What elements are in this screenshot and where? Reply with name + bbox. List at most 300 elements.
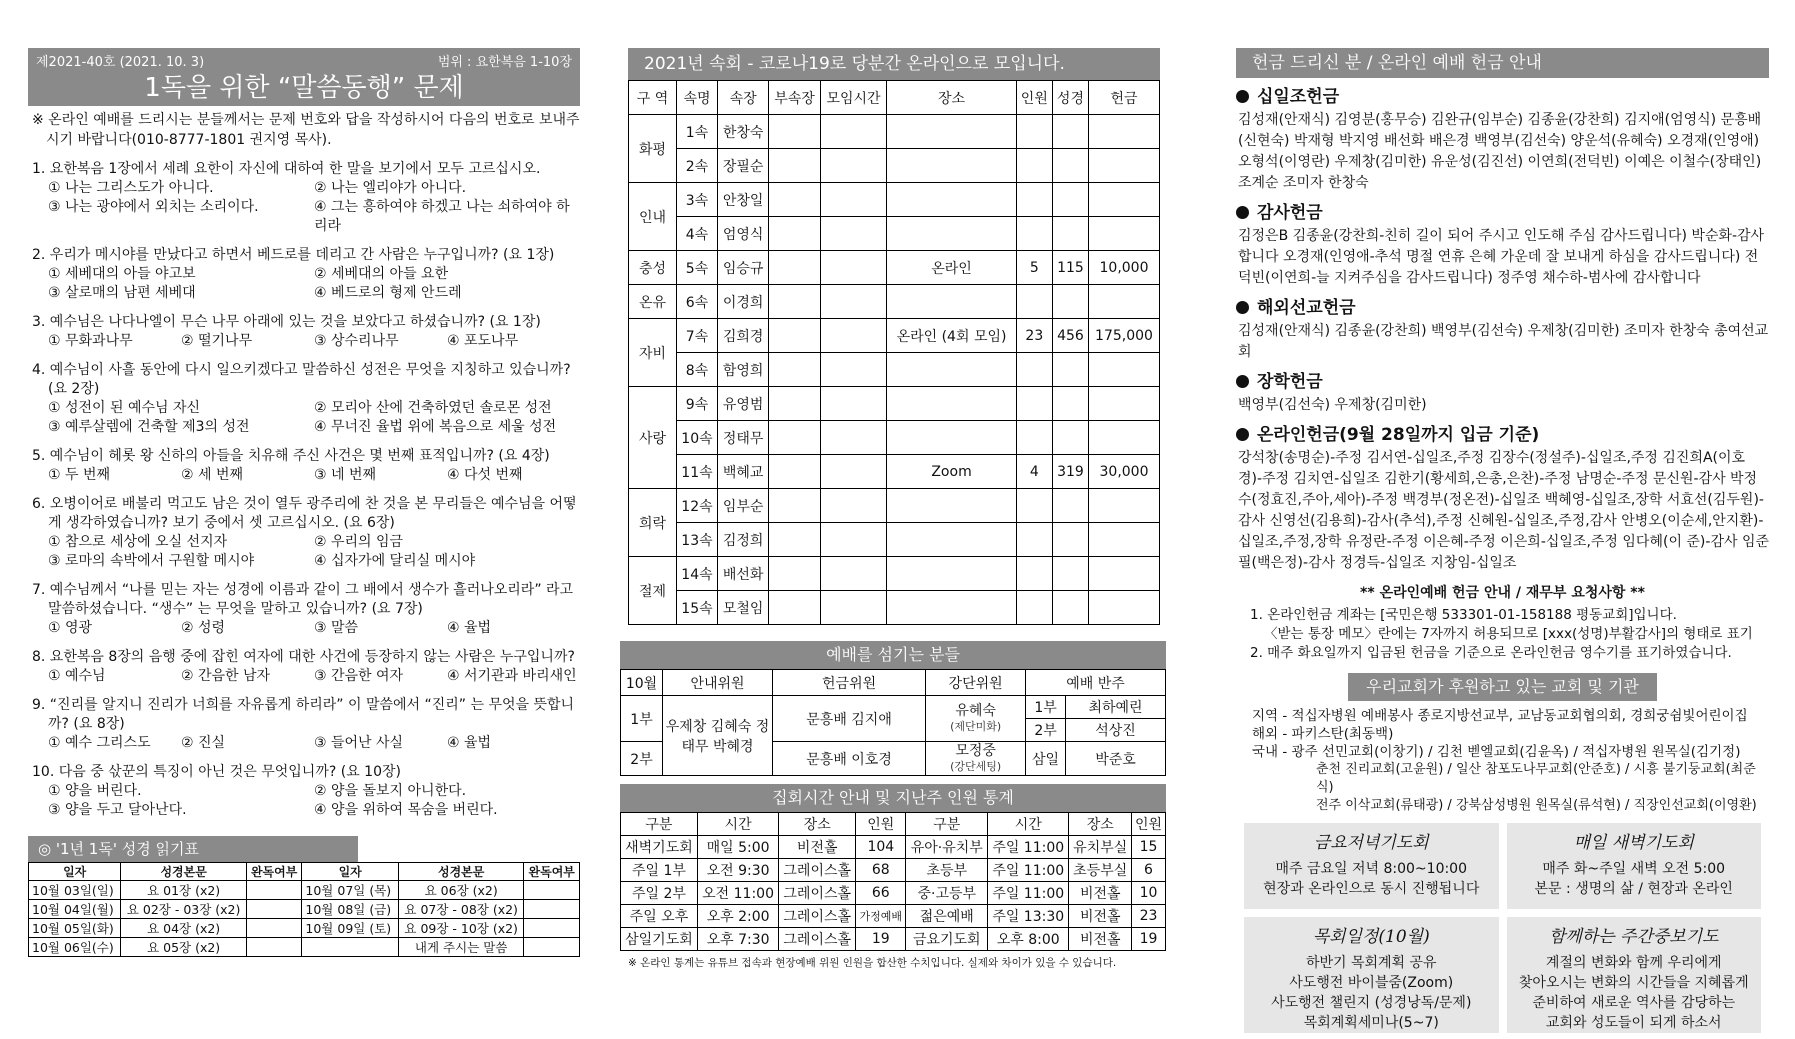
cell-value [769, 455, 820, 489]
offering-category-label: 장학헌금 [1257, 372, 1323, 392]
zone-name: 충성 [629, 251, 677, 285]
stats-cell: 23 [1132, 905, 1166, 928]
quiz-range: 범위 : 요한복음 1-10장 [437, 55, 572, 70]
info-box [1507, 823, 1762, 909]
cell-value [1052, 489, 1088, 523]
reading-row [29, 919, 580, 938]
cell-value [820, 319, 887, 353]
cell-value: 임부순 [717, 489, 768, 523]
cell-value [769, 115, 820, 149]
offering-category-label: 해외선교헌금 [1257, 298, 1356, 318]
info-box-title: 매일 새벽기도회 [1573, 833, 1694, 853]
servers-guide-header: 안내위원 [663, 670, 773, 696]
stats-cell: 초등부 [906, 859, 988, 882]
stats-cell: 주일 2부 [621, 882, 698, 905]
option: ④ 율법 [447, 735, 492, 751]
reading-header: 성경본문 [121, 863, 246, 881]
guide-line-1b: 〈받는 통장 메모〉란에는 7자까지 허용되므로 [xxx(성명)부활감사]의 형태로 표기 [1264, 626, 1753, 642]
zone-name: 인내 [629, 183, 677, 251]
cell-header: 속장 [717, 81, 768, 115]
stats-cell: 오후 8:00 [988, 928, 1069, 951]
reading-cell [246, 900, 302, 919]
servers-guide-names: 우제창 김혜숙 정태무 박혜경 [663, 696, 773, 776]
cell-value [887, 217, 1016, 251]
stats-cell: 오후 2:00 [697, 905, 778, 928]
stats-header: 시간 [988, 813, 1069, 836]
support-line: 전주 이삭교회(류태광) / 강북삼성병원 원목실(류석현) / 직장인선교회(이영환) [1316, 798, 1757, 813]
cell-value [820, 455, 887, 489]
reading-row [29, 881, 580, 900]
question-options [28, 332, 580, 351]
cell-header: 부속장 [769, 81, 820, 115]
question-options [28, 734, 580, 753]
cell-value: 13속 [677, 523, 718, 557]
cell-value [1052, 149, 1088, 183]
cell-row [629, 455, 1160, 489]
stats-cell: 중·고등부 [906, 882, 988, 905]
guide-title: ** 온라인예배 헌금 안내 / 재무부 요청사항 ** [1360, 585, 1645, 601]
option: ④ 무너진 율법 위에 복음으로 세울 성전 [314, 419, 557, 435]
reading-cell: 요 02장 - 03장 (x2) [121, 900, 246, 919]
cell-value [1052, 387, 1088, 421]
question-options [28, 466, 580, 485]
offering-category-label: 감사헌금 [1257, 203, 1323, 223]
offering-category-label: 온라인헌금(9월 28일까지 입금 기준) [1257, 425, 1540, 445]
reading-table [28, 862, 580, 957]
stats-header: 장소 [1069, 813, 1132, 836]
cell-value [769, 557, 820, 591]
cell-value [769, 591, 820, 625]
cell-value: 온라인 (4회 모임) [887, 319, 1016, 353]
servers-title: 예배를 섬기는 분들 [620, 641, 1166, 669]
cell-value: 유영범 [717, 387, 768, 421]
cell-value [820, 591, 887, 625]
reading-cell: 요 05장 (x2) [121, 938, 246, 957]
option: ④ 서기관과 바리새인 [447, 668, 577, 684]
choir-part1-name: 최하예린 [1066, 696, 1166, 719]
question [28, 696, 580, 753]
cell-header: 모임시간 [820, 81, 887, 115]
offering-category [1236, 200, 1769, 226]
option: ③ 간음한 여자 [314, 668, 404, 684]
option: ③ 나는 광야에서 외치는 소리이다. [48, 199, 259, 215]
cell-value [1052, 591, 1088, 625]
cell-value: 8속 [677, 353, 718, 387]
cell-value [887, 115, 1016, 149]
zone-name: 자비 [629, 319, 677, 387]
question-text: 6. 오병이어로 배불리 먹고도 남은 것이 열두 광주리에 찬 것을 본 무리들은 예수님을 어떻게 생각하였습니까? 보기 중에서 셋 고르십시오. (요 6장) [32, 496, 577, 531]
cell-value [887, 523, 1016, 557]
option: ③ 예루살렘에 건축할 제3의 성전 [48, 419, 250, 435]
cell-value [769, 183, 820, 217]
cell-row [629, 285, 1160, 319]
cell-value: 함영희 [717, 353, 768, 387]
question-text: 7. 예수님께서 “나를 믿는 자는 성경에 이름과 같이 그 배에서 생수가 흘러나오리라” 라고 말씀하셨습니다. “생수” 는 무엇을 말하고 있습니까? (요 7장) [32, 582, 574, 617]
cell-value: 6속 [677, 285, 718, 319]
cell-value [1016, 591, 1052, 625]
cell-value [1016, 421, 1052, 455]
option: ① 예수 그리스도 [48, 735, 151, 751]
option: ② 세베대의 아들 요한 [314, 266, 449, 282]
stats-cell: 비전홀 [779, 836, 856, 859]
cell-value: 2속 [677, 149, 718, 183]
question [28, 581, 580, 638]
stats-title: 집회시간 안내 및 지난주 인원 통계 [620, 784, 1166, 812]
cell-value [1089, 557, 1160, 591]
support-line: 국내 - 광주 선민교회(이창기) / 김천 벧엘교회(김윤옥) / 적십자병원 원목실(김기정) [1252, 744, 1741, 760]
question-text: 10. 다음 중 삯꾼의 특징이 아닌 것은 무엇입니까? (요 10장) [32, 764, 401, 780]
reading-header: 성경본문 [398, 863, 523, 881]
cell-value [820, 285, 887, 319]
cell-value: 김정희 [717, 523, 768, 557]
stats-cell: 금요기도회 [906, 928, 988, 951]
reading-cell: 요 01장 (x2) [121, 881, 246, 900]
option: ③ 양을 두고 달아난다. [48, 802, 187, 818]
info-box-title: 금요저녁기도회 [1313, 833, 1429, 853]
stats-cell: 66 [856, 882, 906, 905]
reading-cell: 10월 09일 (토) [302, 919, 399, 938]
cell-value [1052, 523, 1088, 557]
cell-value: 5속 [677, 251, 718, 285]
stats-header: 구분 [621, 813, 698, 836]
choir-part3-name: 박준호 [1066, 742, 1166, 776]
question-options [28, 667, 580, 686]
cell-value [1089, 285, 1160, 319]
cell-value [1016, 489, 1052, 523]
cell-value: 4 [1016, 455, 1052, 489]
question-text: 3. 예수님은 나다나엘이 무슨 나무 아래에 있는 것을 보았다고 하셨습니까? (요 1장) [32, 314, 541, 330]
choir-part2: 2부 [1026, 719, 1066, 742]
question [28, 313, 580, 351]
stats-cell: 젊은예배 [906, 905, 988, 928]
reading-cell: 요 07장 - 08장 (x2) [398, 900, 523, 919]
cell-value: 3속 [677, 183, 718, 217]
stats-cell: 삼일기도회 [621, 928, 698, 951]
cell-value: 한창숙 [717, 115, 768, 149]
info-box-line: 사도행전 챌린지 (성경낭독/문제) [1271, 995, 1472, 1011]
option: ② 우리의 임금 [314, 534, 404, 550]
reading-cell: 10월 06일(수) [29, 938, 121, 957]
stats-row [621, 905, 1166, 928]
option: ① 성전이 된 예수님 자신 [48, 400, 201, 416]
support-line: 춘천 진리교회(고윤원) / 일산 참포도나무교회(안준호) / 시흥 불기둥교회(최준식) [1316, 762, 1756, 795]
option: ③ 들어난 사실 [314, 735, 404, 751]
cell-value: 12속 [677, 489, 718, 523]
stats-row [621, 836, 1166, 859]
option: ③ 살로매의 남편 세베대 [48, 285, 196, 301]
option: ② 양을 돌보지 아니한다. [314, 783, 467, 799]
stats-cell: 19 [1132, 928, 1166, 951]
stats-cell: 68 [856, 859, 906, 882]
stats-cell: 그레이스홀 [779, 882, 856, 905]
reading-cell [524, 919, 580, 938]
info-box-line: 현장과 온라인으로 동시 진행됩니다 [1263, 881, 1480, 897]
stats-header: 인원 [856, 813, 906, 836]
option: ④ 양을 위하여 목숨을 버린다. [314, 802, 498, 818]
cell-row [629, 557, 1160, 591]
info-box [1507, 917, 1762, 1033]
option: ① 무화과나무 [48, 333, 133, 349]
servers-altar-header: 강단위원 [926, 670, 1026, 696]
cell-row [629, 387, 1160, 421]
zone-name: 온유 [629, 285, 677, 319]
cell-row [629, 319, 1160, 353]
stats-cell: 주일 13:30 [988, 905, 1069, 928]
info-box-line: 찾아오시는 변화의 시간들을 지혜롭게 [1518, 975, 1749, 991]
stats-cell: 15 [1132, 836, 1166, 859]
cell-value [887, 591, 1016, 625]
cell-value: 23 [1016, 319, 1052, 353]
reading-header: 완독여부 [524, 863, 580, 881]
cell-value: 엄영식 [717, 217, 768, 251]
option: ④ 십자가에 달리실 메시야 [314, 553, 476, 569]
cell-value: 9속 [677, 387, 718, 421]
option: ② 진실 [181, 735, 226, 751]
stats-cell: 주일 11:00 [988, 882, 1069, 905]
cell-value [769, 489, 820, 523]
question-options [28, 782, 580, 820]
cell-value: 14속 [677, 557, 718, 591]
cell-value: 온라인 [887, 251, 1016, 285]
info-box-line: 매주 금요일 저녁 8:00~10:00 [1275, 861, 1468, 877]
cell-value [769, 421, 820, 455]
stats-cell: 19 [856, 928, 906, 951]
cell-value [887, 387, 1016, 421]
cell-header: 헌금 [1089, 81, 1160, 115]
stats-row [621, 859, 1166, 882]
stats-cell: 그레이스홀 [779, 905, 856, 928]
offering-column [1236, 48, 1769, 1033]
cell-header: 인원 [1016, 81, 1052, 115]
cell-value [769, 251, 820, 285]
stats-note: ※ 온라인 통계는 유튜브 접속과 현장예배 위원 인원을 합산한 수치입니다. 실제와 차이가 있을 수 있습니다. [628, 957, 1117, 969]
cell-value [1089, 387, 1160, 421]
option: ① 나는 그리스도가 아니다. [48, 180, 214, 196]
cell-value [887, 285, 1016, 319]
offering-names: 백영부(김선숙) 우제창(김미한) [1238, 397, 1427, 413]
quiz-header [28, 48, 580, 106]
question [28, 763, 580, 820]
cell-value [820, 421, 887, 455]
offering-category [1236, 369, 1769, 395]
cell-row [629, 149, 1160, 183]
cell-header: 구 역 [629, 81, 677, 115]
guide-line-2: 2. 매주 화요일까지 입금된 헌금을 기준으로 온라인헌금 영수기를 표기하였습니다. [1250, 645, 1732, 661]
option: ④ 포도나무 [447, 333, 519, 349]
cell-value [1052, 217, 1088, 251]
stats-header: 시간 [697, 813, 778, 836]
option: ① 참으로 세상에 오실 선지자 [48, 534, 228, 550]
cell-group-table [628, 80, 1160, 625]
stats-row [621, 882, 1166, 905]
option: ④ 다섯 번째 [447, 467, 523, 483]
cell-row [629, 183, 1160, 217]
cell-value [887, 489, 1016, 523]
servers-month: 10월 [621, 670, 663, 696]
cell-value: 정태무 [717, 421, 768, 455]
stats-header: 구분 [906, 813, 988, 836]
question [28, 160, 580, 236]
info-box [1244, 917, 1499, 1033]
cell-value [887, 149, 1016, 183]
stats-cell: 오전 9:30 [697, 859, 778, 882]
cell-value: 7속 [677, 319, 718, 353]
servers-altar1: 유혜숙 [955, 702, 996, 719]
cell-value [1052, 421, 1088, 455]
offering-sections [1236, 84, 1769, 574]
cell-value: 456 [1052, 319, 1088, 353]
question [28, 648, 580, 686]
cell-value [1016, 557, 1052, 591]
cell-value [1089, 217, 1160, 251]
cell-value [820, 523, 887, 557]
offering-category-label: 십일조헌금 [1257, 87, 1340, 107]
choir-part2-name: 석상진 [1066, 719, 1166, 742]
cell-value [1016, 353, 1052, 387]
servers-altar2-note: (강단세팅) [950, 759, 1002, 773]
cell-value: 175,000 [1089, 319, 1160, 353]
option: ③ 네 번째 [314, 467, 377, 483]
stats-cell: 주일 11:00 [988, 836, 1069, 859]
reading-cell [246, 938, 302, 957]
support-line: 해외 - 파키스탄(최동백) [1252, 726, 1394, 742]
cell-value [1052, 557, 1088, 591]
cell-value: 1속 [677, 115, 718, 149]
cell-value [1052, 183, 1088, 217]
cell-value [1089, 591, 1160, 625]
cell-value: 5 [1016, 251, 1052, 285]
quiz-title: 1독을 위한 “말씀동행” 문제 [144, 73, 464, 103]
cell-value [820, 353, 887, 387]
reading-header: 일자 [29, 863, 121, 881]
support-title: 우리교회가 후원하고 있는 교회 및 기관 [1348, 673, 1657, 701]
question [28, 495, 580, 571]
stats-row [621, 928, 1166, 951]
stats-cell: 104 [856, 836, 906, 859]
stats-cell: 주일 오후 [621, 905, 698, 928]
cell-value: 30,000 [1089, 455, 1160, 489]
stats-cell: 새벽기도회 [621, 836, 698, 859]
question-text: 5. 예수님이 헤롯 왕 신하의 아들을 치유해 주신 사건은 몇 번째 표적입니까? (요 4장) [32, 448, 550, 464]
cell-value [820, 183, 887, 217]
cell-value [820, 489, 887, 523]
cell-value: 115 [1052, 251, 1088, 285]
option: ① 예수님 [48, 668, 106, 684]
cell-value: 이경희 [717, 285, 768, 319]
stats-cell: 10 [1132, 882, 1166, 905]
reading-header: 완독여부 [246, 863, 302, 881]
option: ② 모리아 산에 건축하였던 솔로몬 성전 [314, 400, 552, 416]
stats-cell: 6 [1132, 859, 1166, 882]
cell-row [629, 421, 1160, 455]
option: ② 성령 [181, 620, 226, 636]
info-box-line: 교회와 성도들이 되게 하소서 [1545, 1015, 1722, 1031]
question-text: 2. 우리가 메시야를 만났다고 하면서 베드로를 데리고 간 사람은 누구입니까? (요 1장) [32, 247, 555, 263]
cell-value: 4속 [677, 217, 718, 251]
cell-value [820, 387, 887, 421]
offering-category [1236, 422, 1769, 448]
cell-header: 장소 [887, 81, 1016, 115]
question-text: 8. 요한복음 8장의 음행 중에 잡힌 여자에 대한 사건에 등장하지 않는 사람은 누구입니까? [32, 649, 575, 665]
reading-cell: 10월 08일 (금) [302, 900, 399, 919]
cell-value [1089, 353, 1160, 387]
cell-value [820, 115, 887, 149]
cell-value: 배선화 [717, 557, 768, 591]
option: ③ 로마의 속박에서 구원할 메시야 [48, 553, 255, 569]
info-box-line: 준비하여 새로운 역사를 감당하는 [1532, 995, 1736, 1011]
cell-value [769, 149, 820, 183]
reading-cell [524, 881, 580, 900]
cell-value: Zoom [887, 455, 1016, 489]
cell-value [1089, 489, 1160, 523]
cell-value [1089, 183, 1160, 217]
support-line: 지역 - 적십자병원 예배봉사 종로지방선교부, 교남동교회협의회, 경희궁쉼빛어린이집 [1252, 708, 1748, 724]
reading-cell [246, 881, 302, 900]
choir-part1: 1부 [1026, 696, 1066, 719]
cell-row [629, 591, 1160, 625]
option: ② 세 번째 [181, 467, 244, 483]
stats-header: 장소 [779, 813, 856, 836]
bullet-icon [1236, 206, 1249, 219]
stats-cell: 주일 11:00 [988, 859, 1069, 882]
choir-part3: 삼일 [1026, 742, 1066, 776]
info-box-line: 목회계획세미나(5~7) [1303, 1015, 1439, 1031]
servers-offer-header: 헌금위원 [773, 670, 926, 696]
guide-line-1: 1. 온라인헌금 계좌는 [국민은행 533301-01-158188 평동교회]입니다. [1250, 607, 1677, 623]
quiz-column [28, 48, 580, 957]
option: ③ 상수리나무 [314, 333, 399, 349]
cell-value [1089, 523, 1160, 557]
cell-value [769, 353, 820, 387]
cell-value [1016, 523, 1052, 557]
stats-cell: 비전홀 [1069, 905, 1132, 928]
option: ① 영광 [48, 620, 93, 636]
cell-group-title: 2021년 속회 - 코로나19로 당분간 온라인으로 모입니다. [628, 48, 1160, 80]
cell-value [769, 217, 820, 251]
servers-altar1-note: (제단미화) [950, 719, 1002, 733]
cell-value [1016, 387, 1052, 421]
option: ① 양을 버린다. [48, 783, 142, 799]
reading-row [29, 938, 580, 957]
cell-row [629, 353, 1160, 387]
reading-cell: 10월 03일(일) [29, 881, 121, 900]
offering-names: 김성재(안재식) 김종윤(강찬희) 백영부(김선숙) 우제창(김미한) 조미자 한창숙 총여선교회 [1238, 323, 1769, 360]
cell-value [769, 523, 820, 557]
zone-name: 희락 [629, 489, 677, 557]
option: ② 나는 엘리야가 아니다. [314, 180, 467, 196]
option: ③ 말씀 [314, 620, 359, 636]
support-list [1236, 707, 1769, 815]
cell-value [1052, 285, 1088, 319]
stats-cell: 가정예배 [856, 905, 906, 928]
option: ① 두 번째 [48, 467, 111, 483]
cell-value: 안창일 [717, 183, 768, 217]
reading-cell [246, 919, 302, 938]
cell-row [629, 217, 1160, 251]
cell-value [1016, 285, 1052, 319]
cell-value [1052, 353, 1088, 387]
reading-cell [524, 938, 580, 957]
cell-value: 백혜교 [717, 455, 768, 489]
cell-value [769, 387, 820, 421]
cell-value: 11속 [677, 455, 718, 489]
cell-value [887, 183, 1016, 217]
zone-name: 화평 [629, 115, 677, 183]
reading-cell: 10월 07일 (목) [302, 881, 399, 900]
cell-header: 성경 [1052, 81, 1088, 115]
question-options [28, 179, 580, 236]
reading-cell: 10월 05일(화) [29, 919, 121, 938]
